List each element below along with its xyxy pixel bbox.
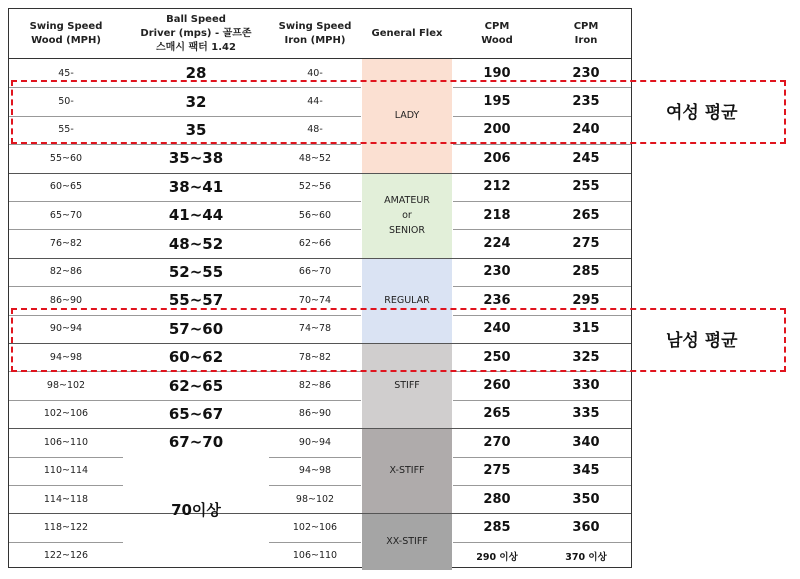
cpm-iron-cell: 315	[572, 321, 600, 337]
wood-speed-cell: 86~90	[49, 294, 83, 306]
cpm-wood-cell: 206	[483, 150, 511, 166]
ball-speed-cell: 52~55	[168, 262, 224, 281]
flex-group-5: X-STIFF	[362, 428, 452, 513]
iron-speed-cell: 98~102	[295, 493, 335, 505]
cpm-iron-cell: 295	[572, 292, 600, 308]
wood-speed-cell: 118~122	[43, 522, 89, 534]
iron-speed-cell: 106~110	[292, 550, 338, 562]
wood-speed-cell: 102~106	[43, 408, 89, 420]
iron-speed-cell: 44-	[307, 96, 323, 108]
wood-speed-cell: 98~102	[46, 380, 86, 392]
iron-speed-cell: 62~66	[298, 238, 332, 250]
iron-speed-cell: 102~106	[292, 522, 338, 534]
cpm-wood-cell: 265	[483, 406, 511, 422]
iron-speed-cell: 86~90	[298, 408, 332, 420]
iron-speed-cell: 70~74	[298, 294, 332, 306]
cpm-iron-cell: 275	[572, 236, 600, 252]
wood-speed-cell: 65~70	[49, 209, 83, 221]
male-average-label: 남성 평균	[666, 331, 738, 351]
ball-speed-cell: 55~57	[168, 291, 224, 310]
cpm-iron-cell: 230	[572, 65, 600, 81]
header-wood: Swing Speed Wood (MPH)	[29, 20, 103, 46]
wood-speed-cell: 114~118	[43, 493, 89, 505]
wood-speed-cell: 55~60	[49, 152, 83, 164]
wood-speed-cell: 94~98	[49, 351, 83, 363]
wood-speed-cell: 60~65	[49, 181, 83, 193]
cpm-iron-cell: 340	[572, 434, 600, 450]
cpm-iron-cell: 235	[572, 94, 600, 110]
iron-speed-cell: 66~70	[298, 266, 332, 278]
cpm-wood-cell: 260	[483, 378, 511, 394]
flex-group-2: AMATEUR or SENIOR	[362, 173, 452, 258]
wood-speed-cell: 76~82	[49, 238, 83, 250]
flex-group-6: XX-STIFF	[362, 513, 452, 570]
iron-speed-cell: 48~52	[298, 152, 332, 164]
cpm-iron-cell: 370 이상	[565, 551, 607, 563]
flex-group-3: REGULAR	[362, 258, 452, 343]
header-cpm-wood: CPM Wood	[481, 20, 513, 46]
cpm-iron-cell: 345	[572, 463, 600, 479]
wood-speed-cell: 110~114	[43, 465, 89, 477]
iron-speed-cell: 40-	[307, 67, 323, 79]
ball-speed-cell: 67~70	[168, 433, 224, 452]
cpm-iron-cell: 330	[572, 378, 600, 394]
cpm-wood-cell: 200	[483, 122, 511, 138]
cpm-wood-cell: 190	[483, 65, 511, 81]
cpm-iron-cell: 350	[572, 491, 600, 507]
ball-speed-cell: 41~44	[168, 206, 224, 225]
cpm-wood-cell: 195	[483, 94, 511, 110]
cpm-wood-cell: 270	[483, 434, 511, 450]
cpm-iron-cell: 265	[572, 207, 600, 223]
cpm-iron-cell: 255	[572, 179, 600, 195]
cpm-wood-cell: 236	[483, 292, 511, 308]
cpm-iron-cell: 325	[572, 349, 600, 365]
ball-speed-cell: 65~67	[168, 404, 224, 423]
ball-speed-cell: 57~60	[168, 319, 224, 338]
iron-speed-cell: 82~86	[298, 380, 332, 392]
cpm-wood-cell: 240	[483, 321, 511, 337]
ball-speed-cell: 32	[185, 92, 207, 111]
cpm-iron-cell: 360	[572, 520, 600, 536]
wood-speed-cell: 122~126	[43, 550, 89, 562]
cpm-iron-cell: 240	[572, 122, 600, 138]
iron-speed-cell: 74~78	[298, 323, 332, 335]
cpm-iron-cell: 285	[572, 264, 600, 280]
flex-group-1: LADY	[362, 59, 452, 173]
wood-speed-cell: 50-	[58, 96, 74, 108]
iron-speed-cell: 48-	[307, 124, 323, 136]
wood-speed-cell: 55-	[58, 124, 74, 136]
cpm-iron-cell: 245	[572, 150, 600, 166]
cpm-wood-cell: 212	[483, 179, 511, 195]
header-iron: Swing Speed Iron (MPH)	[278, 20, 352, 46]
ball-speed-cell: 60~62	[168, 348, 224, 367]
cpm-wood-cell: 280	[483, 491, 511, 507]
flex-group-4: STIFF	[362, 343, 452, 428]
wood-speed-cell: 45-	[58, 67, 74, 79]
wood-speed-cell: 90~94	[49, 323, 83, 335]
iron-speed-cell: 78~82	[298, 351, 332, 363]
ball-speed-cell: 35	[185, 120, 207, 139]
female-average-label: 여성 평균	[666, 103, 738, 123]
cpm-wood-cell: 275	[483, 463, 511, 479]
cpm-wood-cell: 290 이상	[476, 551, 518, 563]
cpm-wood-cell: 250	[483, 349, 511, 365]
cpm-wood-cell: 285	[483, 520, 511, 536]
ball-speed-cell: 38~41	[168, 177, 224, 196]
header-cpm-iron: CPM Iron	[573, 20, 599, 46]
ball-speed-cell: 35~38	[168, 149, 224, 168]
ball-speed-cell: 62~65	[168, 376, 224, 395]
ball-speed-merged: 70이상	[171, 500, 221, 519]
cpm-wood-cell: 224	[483, 236, 511, 252]
header-ball-speed: Ball Speed Driver (mps) - 골프존 스매시 팩터 1.42	[140, 13, 252, 53]
ball-speed-cell: 28	[185, 64, 207, 83]
iron-speed-cell: 52~56	[298, 181, 332, 193]
header-flex: General Flex	[371, 27, 443, 39]
wood-speed-cell: 82~86	[49, 266, 83, 278]
iron-speed-cell: 90~94	[298, 436, 332, 448]
ball-speed-cell: 48~52	[168, 234, 224, 253]
cpm-wood-cell: 230	[483, 264, 511, 280]
iron-speed-cell: 94~98	[298, 465, 332, 477]
wood-speed-cell: 106~110	[43, 436, 89, 448]
cpm-iron-cell: 335	[572, 406, 600, 422]
cpm-wood-cell: 218	[483, 207, 511, 223]
iron-speed-cell: 56~60	[298, 209, 332, 221]
